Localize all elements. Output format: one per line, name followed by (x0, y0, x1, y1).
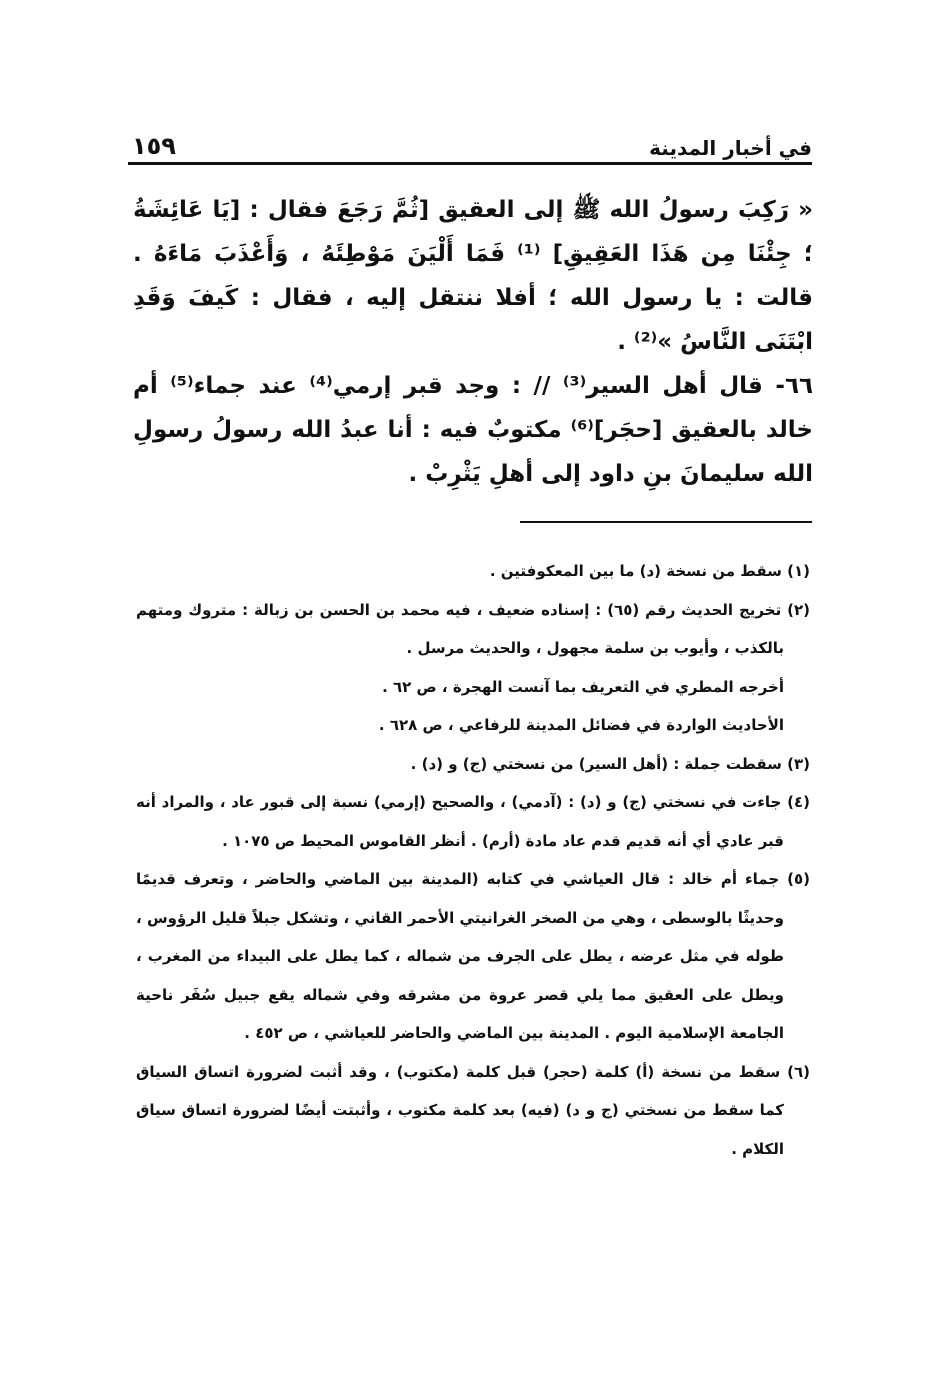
footnote: (٢) تخريج الحديث رقم (٦٥) : إسناده ضعيف ، فيه محمد بن الحسن بن زبالة : متروك ومتهم بالكذب ، وأيوب بن سلمة مجهول ، والحديث مرسل . (136, 600, 811, 657)
header-rule (128, 162, 812, 165)
footnote: أخرجه المطري في التعريف بما آنست الهجرة ، ص ٦٢ . (382, 677, 784, 696)
footnote-separator (520, 521, 812, 523)
footnote: (١) سقط من نسخة (د) ما بين المعكوفتين . (489, 562, 810, 580)
main-text (133, 188, 813, 496)
paragraph: « رَكِبَ رسولُ الله ﷺ إلى العقيق [ثُمَّ رَجَعَ فقال : [يَا عَائِشَةُ ؛ جِئْنَا مِن هَذَا العَقِيقِ] ⁽¹⁾ فَمَا أَلْيَنَ مَوْطِئَهُ ، وَأَعْذَبَ مَاءَهُ . قالت : يا رسول الله ؛ أفلا ننتقل إليه ، فقال : كَيفَ وَقَدِ ابْتَنَى النَّاسُ »⁽²⁾ . (133, 197, 814, 355)
footnote: الأحاديث الواردة في فضائل المدينة للرفاعي ، ص ٦٢٨ . (378, 716, 784, 734)
paragraph: ٦٦- قال أهل السير⁽³⁾ // : وجد قبر إرمي⁽⁴⁾ عند جماء⁽⁵⁾ أم خالد بالعقيق [حجَر]⁽⁶⁾ مكتوبٌ فيه : أنا عبدُ الله رسولُ رسولِ الله سليمانَ بنِ داود إلى أهلِ يَثْرِبْ . (133, 373, 814, 487)
page-header (128, 132, 812, 162)
footnotes (136, 552, 810, 1168)
footnote: (٤) جاءت في نسختي (ج) و (د) : (آدمي) ، والصحيح (إرمي) نسبة إلى قبور عاد ، والمراد أنه قبر عادي أي أنه قديم قدم عاد مادة (أرم) . أنظر القاموس المحيط ص ١٠٧٥ . (136, 793, 810, 850)
running-title: في أخبار المدينة (649, 136, 812, 160)
footnote: (٦) سقط من نسخة (أ) كلمة (حجر) قبل كلمة (مكتوب) ، وقد أثبت لضرورة اتساق السياق كما سقط من نسختي (ج و د) (فيه) بعد كلمة مكتوب ، وأثبتت أيضًا لضرورة اتساق سياق الكلام . (136, 1062, 810, 1158)
page-number: ١٥٩ (132, 132, 176, 160)
footnote: (٣) سقطت جملة : (أهل السير) من نسختي (ج) و (د) . (410, 754, 810, 773)
footnote: (٥) جماء أم خالد : قال العياشي في كتابه (المدينة بين الماضي والحاضر ، وتعرف قديمًا وحديثًا بالوسطى ، وهي من الصخر الغرانيتي الأحمر القاني ، وتشكل جبلاً قليل الرؤوس ، طوله في مثل عرضه ، يطل على الجرف من شماله ، كما يطل على البيداء من المغرب ، ويطل على العقيق مما يلي قصر عروة من مشرقه وفي شماله يقع جبيل سُفَر ناحية الجامعة الإسلامية اليوم . المدينة بين الماضي والحاضر للعياشي ، ص ٤٥٢ . (136, 870, 810, 1042)
